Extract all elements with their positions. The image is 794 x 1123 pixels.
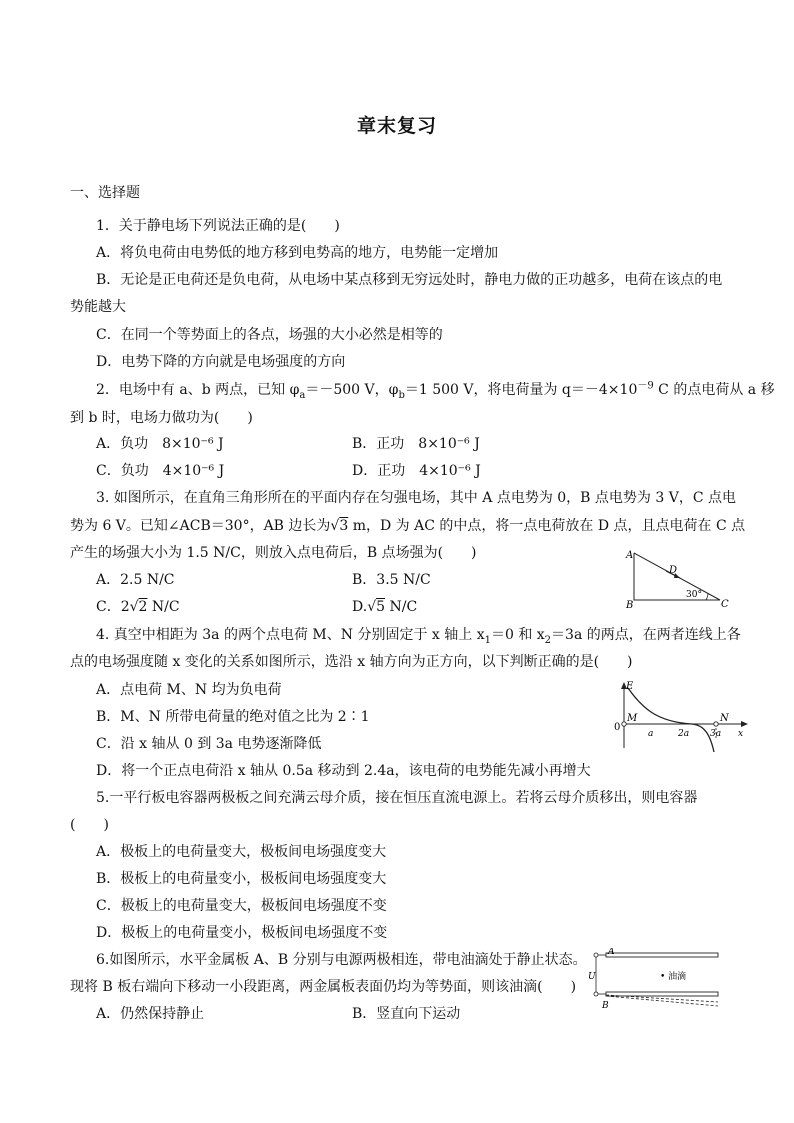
q2-stem-line1: 2．电场中有 a、b 两点，已知 $\varphi_a=-500$ V，$\varphi_b=1$ 500 V，将电荷量为 $q=-4\times 10^{-9}$ C 的点电荷从 a 移 [96,380,775,401]
q3-option-b: B．3.5 N/C [352,572,431,588]
q4-option-b: B．M、N 所带电荷量的绝对值之比为 2∶1 [96,709,370,725]
q6-option-b: B．竖直向下运动 [352,1006,461,1022]
q6-stem-line2: 现将 B 板右端向下移动一小段距离，两金属板表面仍均为等势面，则该油滴( ) [70,979,577,995]
q6-label-u: U [588,972,596,982]
q1-option-a: A．将负电荷由电势低的地方移到电势高的地方，电势能一定增加 [96,245,499,261]
q4-tick-2a: 2a [678,729,690,739]
q3-option-a: A．2.5 N/C [96,572,175,588]
q1-option-b-cont: 势能越大 [70,299,126,315]
q2-option-c: C．负功 4×10⁻⁶ J [96,463,225,479]
q3-stem-line2: 势为 6 V。已知∠ACB＝30°，AB 边长为√3 m，D 为 AC 的中点，将一点电荷放在 D 点，且点电荷在 C 点 [70,518,746,534]
q4-tick-3a: 3a [710,729,722,739]
q4-label-origin: 0 [614,722,621,733]
q4-label-n: N [720,713,729,724]
q3-stem-line3: 产生的场强大小为 1.5 N/C，则放入点电荷后，B 点场强为( ) [70,545,477,561]
q6-option-a: A．仍然保持静止 [96,1006,205,1022]
q5-option-c: C．极板上的电荷量变大，极板间电场强度不变 [96,898,387,914]
q2-stem-line2: 到 b 时，电场力做功为( ) [70,410,253,426]
q4-option-a: A．点电荷 M、N 均为负电荷 [96,682,282,698]
q4-axis-x: x [738,729,744,739]
q3-stem-line1: 3. 如图所示，在直角三角形所在的平面内存在匀强电场，其中 A 点电势为 0，B 点电势为 3 V，C 点电 [96,490,736,506]
q5-stem-line1: 5.一平行板电容器两极板之间充满云母介质，接在恒压直流电源上。若将云母介质移出，则电容器 [96,790,698,806]
q4-option-d: D．将一个正点电荷沿 x 轴从 0.5a 移动到 2.4a，该电荷的电势能先减小再增大 [96,763,591,779]
q5-option-b: B．极板上的电荷量变小，极板间电场强度变大 [96,871,387,887]
q5-option-a: A．极板上的电荷量变大，极板间电场强度变大 [96,844,387,860]
q4-tick-a: a [648,729,654,739]
q1-option-c: C．在同一个等势面上的各点，场强的大小必然是相等的 [96,327,443,343]
q4-label-m: M [627,713,638,724]
q2-option-a: A．负功 8×10⁻⁶ J [96,436,224,452]
q4-label-e: E [626,681,634,692]
q2-option-d: D．正功 4×10⁻⁶ J [352,463,481,479]
q3-angle-label: 30° [686,590,702,600]
q2-option-b: B．正功 8×10⁻⁶ J [352,436,480,452]
q3-option-c: C．2√2 N/C [96,599,180,615]
q6-oil-drop-label: • 油滴 [660,972,687,982]
q4-option-c: C．沿 x 轴从 0 到 3a 电势逐渐降低 [96,736,322,752]
q1-stem: 1．关于静电场下列说法正确的是( ) [96,218,340,234]
page-title: 章末复习 [356,115,437,137]
q3-label-d: D [669,565,678,576]
section-heading: 一、选择题 [70,185,140,201]
q6-label-b: B [602,1001,609,1010]
q3-label-a: A [626,550,634,561]
q3-label-c: C [721,599,729,610]
q4-stem-line1: 4. 真空中相距为 3a 的两个点电荷 M、N 分别固定于 x 轴上 $x_1=0$ 和 $x_2=3a$ 的两点，在两者连线上各 [96,627,741,646]
q4-field-graph [612,678,752,758]
q1-option-b: B．无论是正电荷还是负电荷，从电场中某点移到无穷远处时，静电力做的正功越多，电荷在该点的电 [96,272,723,288]
q6-label-a: A [608,948,615,957]
q3-option-d: D.√5 N/C [352,599,418,615]
q5-stem-line2: ( ) [70,817,109,833]
q6-capacitor-figure [586,948,726,1010]
q4-stem-line2: 点的电场强度随 x 变化的关系如图所示，选沿 x 轴方向为正方向，以下判断正确的是( ) [70,654,633,670]
q3-label-b: B [626,600,634,611]
q6-stem-line1: 6.如图所示，水平金属板 A、B 分别与电源两极相连，带电油滴处于静止状态。 [96,952,587,968]
q1-option-d: D．电势下降的方向就是电场强度的方向 [96,354,346,370]
q3-triangle-figure [620,545,730,615]
q5-option-d: D．极板上的电荷量变小，极板间电场强度不变 [96,925,388,941]
